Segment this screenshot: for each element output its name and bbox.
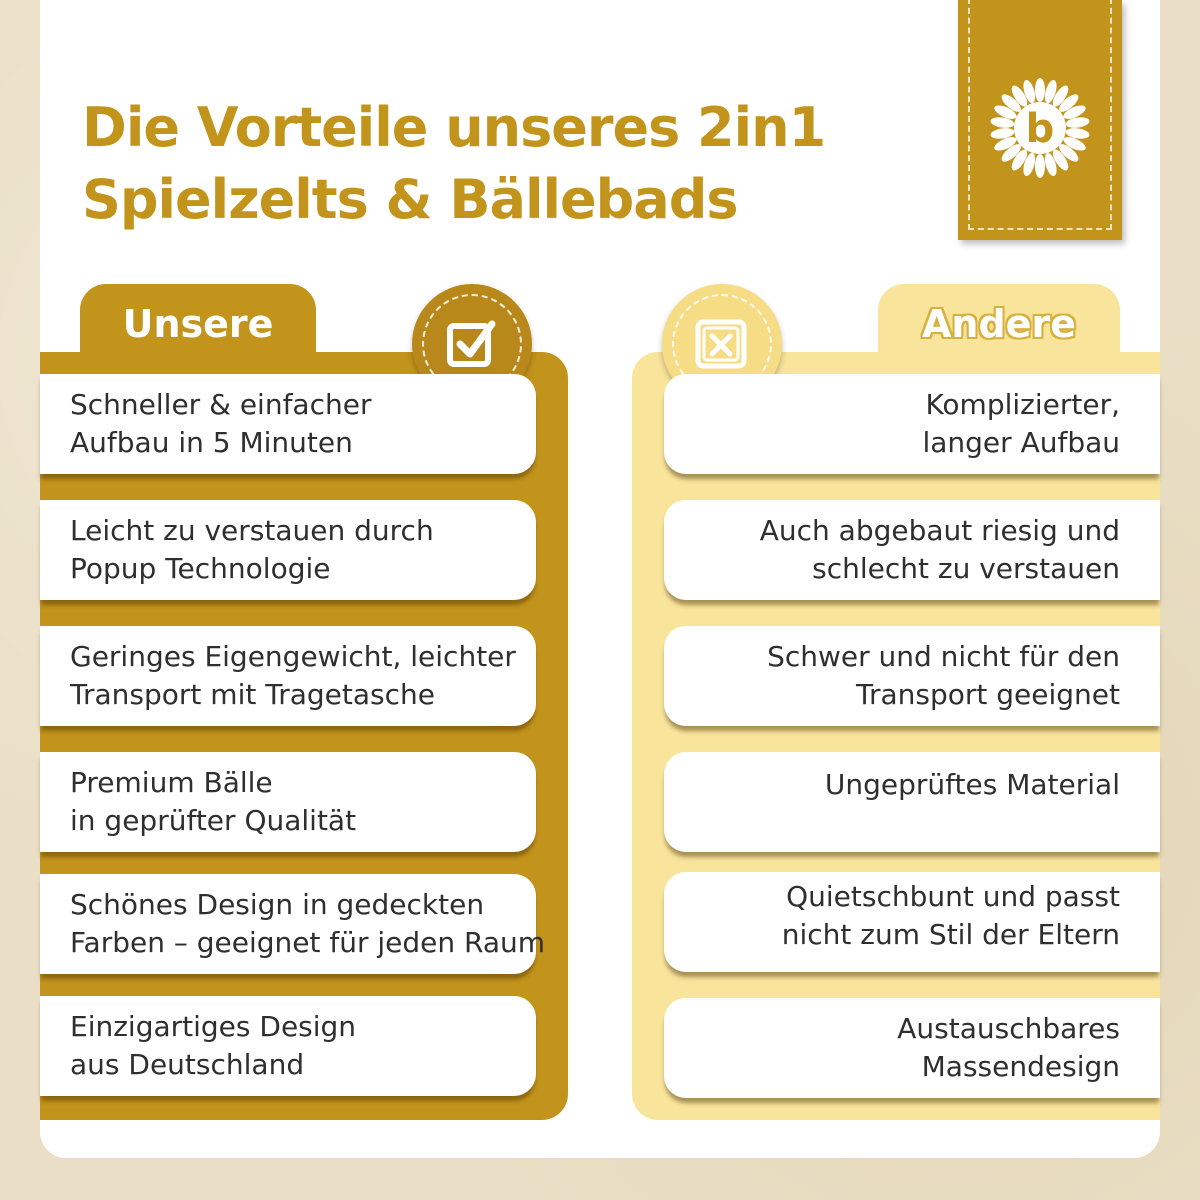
other-disadvantage-card: [664, 872, 1160, 972]
other-products-tab: Andere: [878, 284, 1120, 364]
title-line-2: Spielzelts & Bällebads: [82, 168, 738, 231]
brand-logo-tag: [958, 0, 1122, 240]
sunflower-b-logo-icon: [982, 70, 1098, 186]
our-advantage-card: [40, 996, 536, 1096]
our-advantage-card: [40, 752, 536, 852]
checkbox-check-icon: [442, 314, 502, 374]
card-line: aus Deutschland: [70, 1048, 305, 1081]
card-line: Farben – geeignet für jeden Raum: [70, 926, 546, 959]
our-advantage-card: [40, 626, 536, 726]
card-line: Massendesign: [921, 1050, 1120, 1083]
our-product-tab: Unsere: [80, 284, 316, 364]
card-line: Einzigartiges Design: [70, 1010, 357, 1043]
card-line: Premium Bälle: [70, 766, 273, 799]
checkbox-x-icon: [692, 314, 752, 374]
card-line: schlecht zu verstauen: [812, 552, 1120, 585]
svg-text:b: b: [1025, 106, 1055, 152]
card-line: Leicht zu verstauen durch: [70, 514, 434, 547]
card-line: Schneller & einfacher: [70, 388, 372, 421]
card-line: langer Aufbau: [922, 426, 1120, 459]
card-line: nicht zum Stil der Eltern: [781, 918, 1120, 951]
card-line: Aufbau in 5 Minuten: [70, 426, 353, 459]
card-line: Schwer und nicht für den: [767, 640, 1120, 673]
card-line: Quietschbunt und passt: [786, 880, 1120, 913]
our-advantage-card: [40, 874, 546, 974]
card-line: Transport mit Tragetasche: [70, 678, 435, 711]
card-line: Geringes Eigengewicht, leichter: [70, 640, 516, 673]
our-advantage-card: [40, 374, 536, 474]
card-line: in geprüfter Qualität: [70, 804, 357, 837]
title-line-1: Die Vorteile unseres 2in1: [82, 96, 826, 159]
card-line: Schönes Design in gedeckten: [70, 888, 485, 921]
card-line: Popup Technologie: [70, 552, 331, 585]
card-line: Transport geeignet: [855, 678, 1120, 711]
other-disadvantage-card: [664, 626, 1160, 726]
other-disadvantage-card: [664, 998, 1160, 1098]
our-advantage-card: [40, 500, 536, 600]
page-title: [82, 92, 942, 236]
card-line: Auch abgebaut riesig und: [759, 514, 1120, 547]
card-line: Austauschbares: [897, 1012, 1120, 1045]
other-disadvantage-card: [664, 374, 1160, 474]
other-disadvantage-card: [664, 500, 1160, 600]
card-line: Ungeprüftes Material: [824, 768, 1120, 801]
other-disadvantage-card: [664, 752, 1160, 852]
card-line: Komplizierter,: [925, 388, 1120, 421]
